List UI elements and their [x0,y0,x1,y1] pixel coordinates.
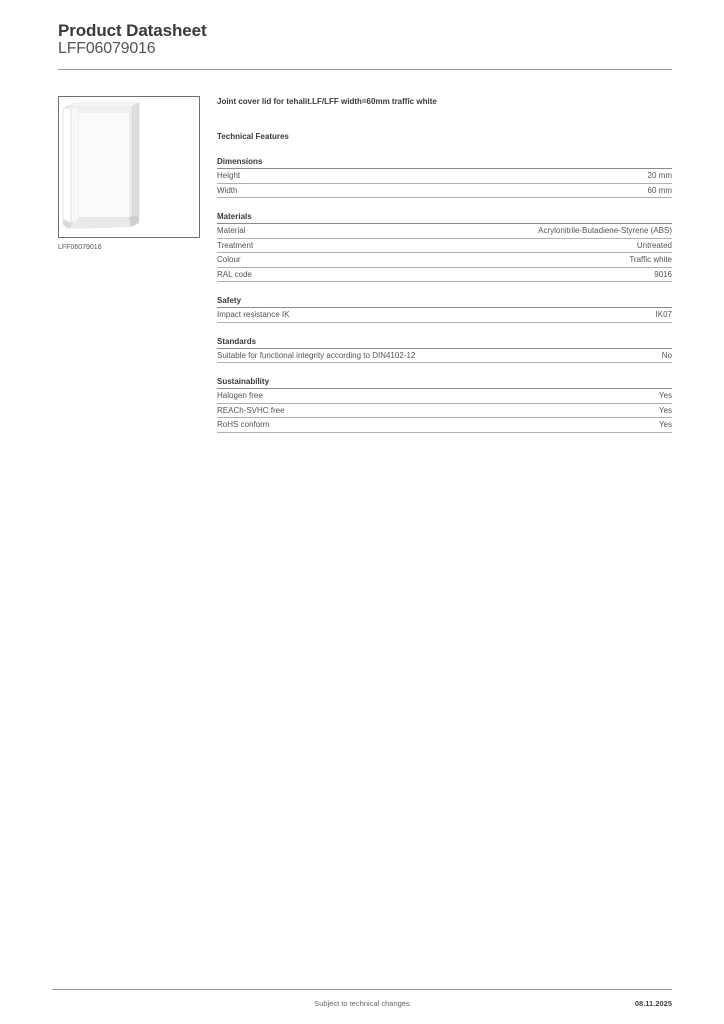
section-title: Safety [217,295,672,308]
footer-date: 08.11.2025 [634,999,672,1008]
technical-features-title: Technical Features [217,132,289,141]
row-label: Colour [217,255,241,264]
section-sustainability [217,376,672,433]
section-standards [217,336,672,364]
section-title: Materials [217,211,672,224]
section-title: Standards [217,336,672,349]
row-value: Untreated [636,240,672,250]
section-materials [217,211,672,282]
table-row [217,349,672,364]
section-title: Sustainability [217,376,672,389]
table-row [217,224,672,239]
row-label: REACh-SVHC free [217,405,285,415]
row-label: Impact resistance IK [217,310,290,319]
row-value: Traffic white [629,255,672,264]
row-label: Width [217,185,238,195]
row-value: Yes [658,405,672,415]
section-safety [217,295,672,323]
table-row [217,239,672,254]
table-row [217,389,672,404]
product-code: LFF06079016 [58,40,156,57]
image-caption: LFF06079016 [58,244,102,251]
row-value: 60 mm [647,185,672,195]
page-title: Product Datasheet [58,21,207,40]
table-row [217,308,672,323]
table-row [217,184,672,199]
row-value: Acrylonitrile-Butadiene-Styrene (ABS) [538,226,672,235]
row-label: Halogen free [217,391,263,400]
datasheet-content [217,96,672,433]
row-label: Suitable for functional integrity according to DIN4102-12 [217,350,416,360]
row-value: No [661,350,672,360]
product-description: Joint cover lid for tehalit.LF/LFF width=60mm traffic white [217,97,437,106]
table-row [217,404,672,419]
row-value: Yes [658,391,672,400]
row-label: Height [217,171,241,180]
row-value: 9016 [654,269,672,279]
table-row [217,418,672,433]
footer-note: Subject to technical changes [314,999,410,1008]
section-dimensions [217,156,672,198]
row-value: Yes [658,420,672,429]
product-image-frame [58,96,200,238]
table-row [217,268,672,283]
footer-divider [52,989,672,990]
section-title: Dimensions [217,156,672,169]
row-label: RAL code [217,269,252,279]
header-divider [58,69,672,70]
row-label: Material [217,226,246,235]
joint-cover-lid-image [59,97,199,237]
row-value: 20 mm [647,171,672,180]
row-value: IK07 [655,310,672,319]
table-row [217,253,672,268]
row-label: RoHS conform [217,420,270,429]
row-label: Treatment [217,240,254,250]
table-row [217,169,672,184]
